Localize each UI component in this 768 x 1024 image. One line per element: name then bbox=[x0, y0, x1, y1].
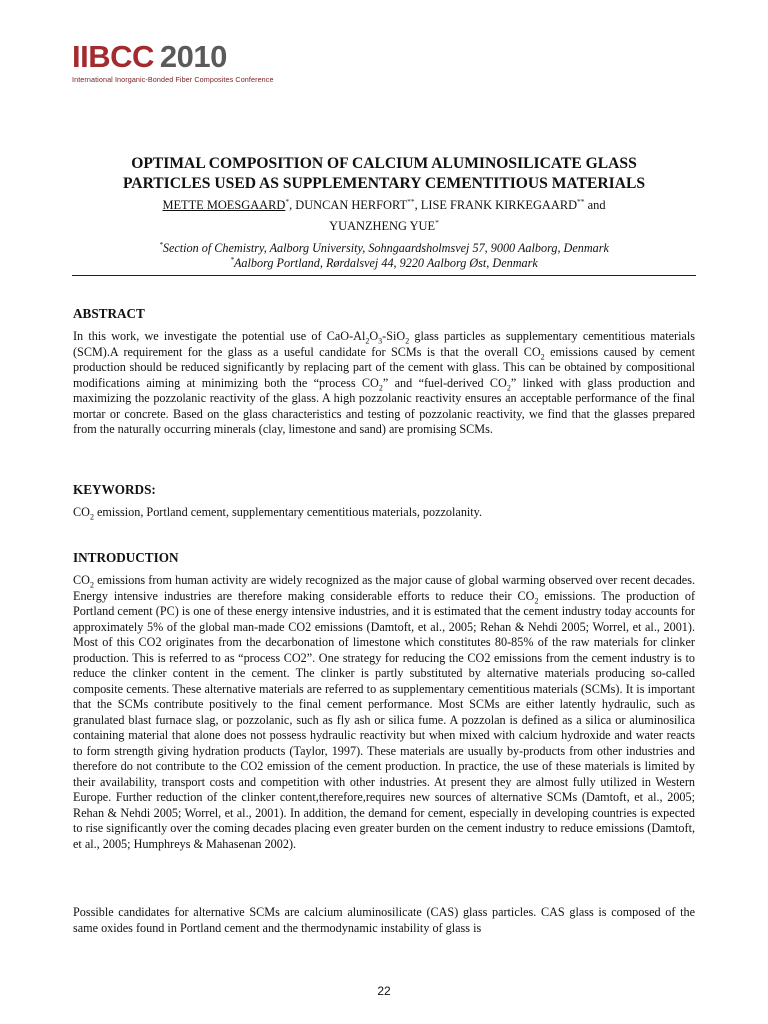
author-4: YUANZHENG YUE bbox=[329, 219, 436, 233]
keywords-heading: KEYWORDS: bbox=[73, 482, 156, 497]
author-2-mark: ** bbox=[407, 196, 415, 206]
logo-year: 2010 bbox=[159, 39, 227, 74]
introduction-paragraph-1: $CO_2$ emissions from human activity are widely recognized as the major cause of global warming observed over recent decades. Energy intensive industries are therefore making considerable efforts to reduce their $CO_2$ emissions. The production of Portland cement (PC) is one of these energy intensive industries, and it is estimated that the cement industry today accounts for approximately 5% of the global man-made CO2 emissions (Damtoft, et al., 2005; Rehan & Nehdi 2005; Worrel, et al., 2001). Most of this CO2 originates from the decarbonation of limestone which constitutes 80-85% of the raw materials for clinker production. This is referred to as “process CO2”. One strategy for reducing the CO2 emissions from the cement industry is to reduce the clinker content in the cement. The clinker is partly substituted by alternative materials producing so-called composite cements. These alternative materials are referred to as supplementary cementitious materials (SCMs). It is important that the SCMs contribute positively to the final cement performance. Most SCMs are either latently hydraulic, such as granulated blast furnace slag, or pozzolanic, such as fly ash or silica fume. A pozzolan is defined as a silica or aluminosilica containing material that alone does not possess hydraulic reactivity but when mixed with calcium hydroxide and water reacts to form strength giving hydration products (Taylor, 1997). These materials are usually by-products from other industries and therefore do not contribute to the CO2 emission of the cement production. In practice, the use of these materials is limited by their availability, transport costs and competition with other industries. At present they are almost fully utilized in Western Europe. Further reduction of the clinker content,therefore,requires new sources of alternative SCMs (Damtoft, et al., 2005; Rehan & Nehdi 2005; Worrel, et al., 2001). In addition, the demand for cement, especially in developing countries is expected to rise significantly over the coming decades placing even greater burden on the cement industry to reduce emissions (Damtoft, et al., 2005; Humphreys & Mahasenan 2002). bbox=[73, 573, 695, 851]
page-number: 22 bbox=[377, 984, 391, 998]
abstract-text: In this work, we investigate the potential use of CaO-$Al_2O_3-SiO_2$ glass particles as supplementary cementitious materials (SCM).A requirement for the glass as a useful candidate for SCMs is that the overall $CO_2$ emissions caused by cement production should be reduced significantly by replacing part of the cement with glass. This can be obtained by compositional modifications aiming at minimizing both the “process $CO_2$” and “fuel-derived $CO_2$” linked with glass production and maximizing the pozzolanic reactivity of the glass. A high pozzolanic reactivity ensures an acceptable performance of the final mortar or concrete. Based on the glass characteristics and testing of pozzolanic reactivity, we find that the glasses prepared from the naturally occurring minerals (clay, limestone and sand) are promising SCMs. bbox=[73, 329, 695, 436]
header-divider bbox=[72, 275, 696, 276]
affiliation-2-mark: * bbox=[230, 254, 234, 264]
conference-logo bbox=[72, 40, 274, 84]
introduction-heading: INTRODUCTION bbox=[73, 550, 179, 565]
author-list bbox=[72, 195, 696, 237]
paper-title bbox=[72, 154, 696, 194]
affiliation-2 bbox=[72, 256, 696, 271]
abstract-heading: ABSTRACT bbox=[73, 306, 145, 321]
author-line-2 bbox=[72, 216, 696, 237]
affiliation-1-text: Section of Chemistry, Aalborg University, Sohngaardsholmsvej 57, 9000 Aalborg, Denmark bbox=[162, 241, 609, 255]
keywords-text: $CO_2$ emission, Portland cement, supplementary cementitious materials, pozzolanity. bbox=[73, 505, 483, 522]
affiliation-1 bbox=[72, 241, 696, 256]
author-and: and bbox=[584, 198, 606, 212]
affiliation-2-text: Aalborg Portland, Rørdalsvej 44, 9220 Aalborg Øst, Denmark bbox=[233, 256, 538, 270]
author-1-mark: * bbox=[285, 196, 290, 206]
author-1: METTE MOESGAARD bbox=[162, 198, 286, 212]
affiliation-1-mark: * bbox=[159, 239, 163, 249]
introduction-paragraph-2: Possible candidates for alternative SCMs are calcium aluminosilicate (CAS) glass particles. CAS glass is composed of the same oxides found in Portland cement and the thermodynamic instability of glass is bbox=[73, 905, 695, 935]
author-4-mark: * bbox=[435, 217, 439, 227]
logo-brand: IIBCC bbox=[72, 39, 154, 74]
logo-wordmark bbox=[72, 40, 274, 74]
title-line-1: OPTIMAL COMPOSITION OF CALCIUM ALUMINOSILICATE GLASS bbox=[131, 155, 637, 172]
author-3-mark: ** bbox=[577, 196, 585, 206]
author-3: , LISE FRANK KIRKEGAARD bbox=[414, 198, 578, 212]
title-line-2: PARTICLES USED AS SUPPLEMENTARY CEMENTITIOUS MATERIALS bbox=[122, 175, 646, 192]
author-2: , DUNCAN HERFORT bbox=[289, 198, 408, 212]
author-line-1 bbox=[72, 195, 696, 216]
affiliations bbox=[72, 241, 696, 271]
logo-subtitle: International Inorganic-Bonded Fiber Composites Conference bbox=[72, 75, 274, 84]
